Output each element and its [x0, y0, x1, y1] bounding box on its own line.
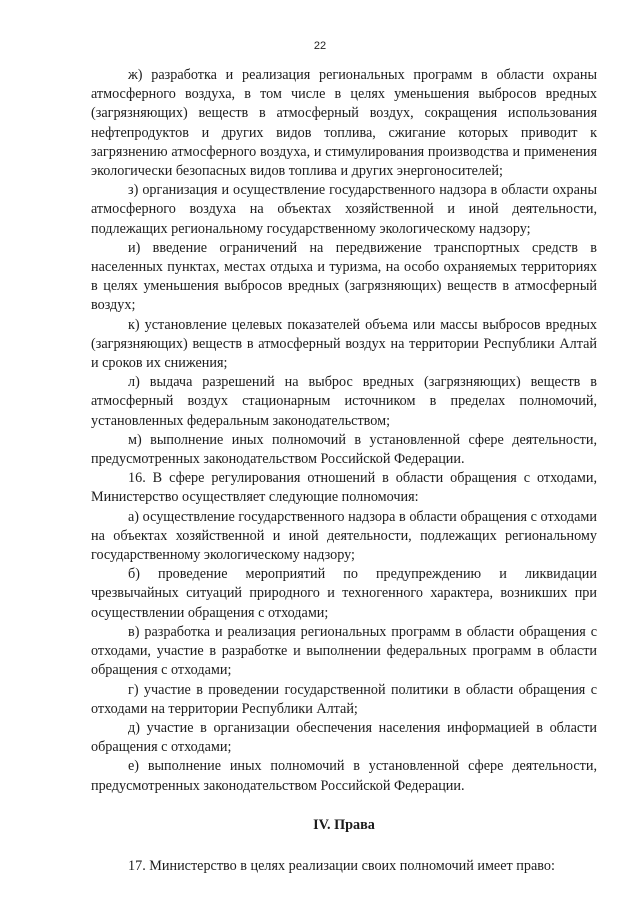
paragraph-item-zh: ж) разработка и реализация региональных программ в области охраны атмосферного воздуха, в том числе в целях уменьшения выбросов вредных (загрязняющих) веществ в атмосферный воздух, сокращения использования нефтепродуктов и других видов топлива, сжигание которых приводит к загрязнению атмосферного воздуха, и стимулирования производства и применения экологически безопасных видов топлива и других энергоносителей;: [91, 67, 597, 180]
document-body: [91, 66, 597, 876]
paragraph-item-g: г) участие в проведении государственной политики в области обращения с отходами на территории Республики Алтай;: [91, 681, 597, 717]
paragraph-item-m: м) выполнение иных полномочий в установленной сфере деятельности, предусмотренных законодательством Российской Федерации.: [91, 431, 597, 468]
paragraph-clause-17: 17. Министерство в целях реализации своих полномочий имеет право:: [128, 857, 555, 874]
paragraph-item-v: в) разработка и реализация региональных программ в области обращения с отходами, участие в разработке и выполнении федеральных программ в области обращения с отходами;: [91, 623, 597, 679]
section-heading: IV. Права: [313, 816, 375, 833]
paragraph-item-z: з) организация и осуществление государственного надзора в области охраны атмосферного воздуха на объектах хозяйственной и иной деятельности, подлежащих региональному государственному экологическому надзору;: [91, 182, 597, 237]
paragraph-item-k: к) установление целевых показателей объема или массы выбросов вредных (загрязняющих) веществ в атмосферный воздух на территории Республики Алтай и сроков их снижения;: [91, 316, 597, 372]
page-number: 22: [313, 40, 327, 52]
paragraph-item-b: б) проведение мероприятий по предупреждению и ликвидации чрезвычайных ситуаций природного и техногенного характера, возникших при осуществлении обращения с отходами;: [91, 566, 597, 621]
paragraph-item-i: и) введение ограничений на передвижение транспортных средств в населенных пунктах, местах отдыха и туризма, на особо охраняемых территориях в целях уменьшения выбросов вредных (загрязняющих) веществ в атмосферный воздух;: [91, 239, 597, 314]
paragraph-clause-16: 16. В сфере регулирования отношений в области обращения с отходами, Министерство осуществляет следующие полномочия:: [91, 470, 597, 506]
paragraph-item-a: а) осуществление государственного надзора в области обращения с отходами на объектах хозяйственной и иной деятельности, подлежащих региональному государственному экологическому надзору;: [91, 508, 597, 564]
paragraph-item-d: д) участие в организации обеспечения населения информацией в области обращения с отходами;: [91, 719, 597, 756]
paragraph-item-l: л) выдача разрешений на выброс вредных (загрязняющих) веществ в атмосферный воздух стационарным источником в пределах полномочий, установленных федеральным законодательством;: [91, 374, 597, 429]
paragraph-item-e: е) выполнение иных полномочий в установленной сфере деятельности, предусмотренных законодательством Российской Федерации.: [91, 758, 597, 794]
